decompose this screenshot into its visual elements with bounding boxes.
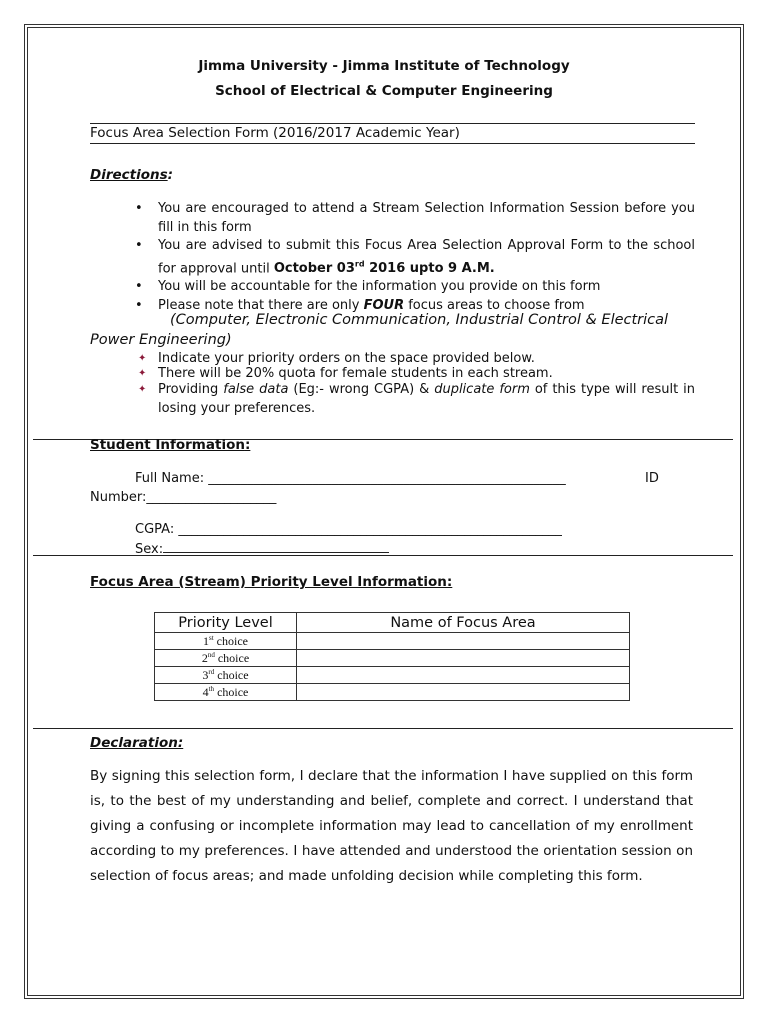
id-label: ID: [645, 471, 659, 486]
four-emphasis: FOUR: [363, 297, 405, 313]
table-header-row: [155, 613, 630, 633]
bullet-icon: •: [135, 201, 143, 216]
choice-label: 2nd choice: [155, 650, 297, 667]
col-priority-level: Priority Level: [155, 613, 297, 633]
directions-list: [135, 200, 695, 315]
notes-list: [135, 351, 695, 418]
arrow-bullet-icon: ✦: [138, 368, 147, 379]
deadline-text: October 03rd 2016 upto 9 A.M.: [273, 259, 495, 276]
sex-field[interactable]: Sex:: [135, 539, 389, 559]
list-item: ✦ Providing false data (Eg:- wrong CGPA) & duplicate form of this type will result in losing your preferences.: [138, 382, 695, 416]
full-name-field[interactable]: Full Name: _______________________________________________________: [135, 471, 566, 486]
bullet-icon: •: [135, 279, 143, 295]
priority-table: [154, 612, 630, 701]
bullet-icon: •: [135, 238, 143, 253]
focus-areas-line-2: Power Engineering): [90, 332, 232, 348]
focus-areas-line: (Computer, Electronic Communication, Industrial Control & Electrical: [170, 312, 669, 328]
form-title: Focus Area Selection Form (2016/2017 Academic Year): [90, 125, 460, 141]
declaration-heading: Declaration:: [90, 735, 184, 751]
declaration-text: By signing this selection form, I declare that the information I have supplied on this form is, to the best of my understanding and belief, complete and correct. I understand that giving a confusing or incomplete information may lead to cancellation of my enrollment according to my preferences. I have attended and understood the orientation session on selection of focus areas; and made unfolding decision while completing this form.: [90, 768, 693, 884]
choice-label: 4th choice: [155, 684, 297, 701]
list-item: ✦ Indicate your priority orders on the space provided below.: [138, 351, 535, 366]
id-number-field[interactable]: Number:____________________: [90, 490, 277, 505]
title-rule-top: [90, 123, 695, 124]
choice-label: 3rd choice: [155, 667, 297, 684]
table-row: [155, 633, 630, 650]
focus-area-cell[interactable]: [297, 650, 630, 667]
title-rule-bottom: [90, 143, 695, 144]
priority-heading: Focus Area (Stream) Priority Level Information:: [90, 574, 453, 590]
col-focus-area: Name of Focus Area: [297, 613, 630, 633]
list-item: • You will be accountable for the information you provide on this form: [135, 278, 695, 297]
university-title: Jimma University - Jimma Institute of Technology: [198, 58, 570, 74]
cgpa-field[interactable]: CGPA: ___________________________________________________________: [135, 522, 562, 537]
list-item: • You are encouraged to attend a Stream Selection Information Session before you fill in this form: [135, 201, 695, 235]
section-divider: [33, 555, 733, 556]
choice-label: 1st choice: [155, 633, 297, 650]
directions-heading: Directions:: [90, 167, 174, 183]
table-row: [155, 667, 630, 684]
school-title: School of Electrical & Computer Engineering: [215, 83, 553, 99]
sex-line[interactable]: [163, 539, 389, 553]
table-row: [155, 684, 630, 701]
list-item: ✦ There will be 20% quota for female students in each stream.: [138, 366, 553, 381]
table-row: [155, 650, 630, 667]
focus-area-cell[interactable]: [297, 684, 630, 701]
bullet-icon: •: [135, 297, 143, 313]
focus-area-cell[interactable]: [297, 667, 630, 684]
list-item: • Please note that there are only FOUR focus areas to choose from: [135, 297, 695, 316]
student-info-heading: Student Information:: [90, 437, 251, 453]
list-item: • You are advised to submit this Focus Area Selection Approval Form to the school for approval until October 03rd 2016 upto 9 A.M.: [135, 238, 695, 276]
arrow-bullet-icon: ✦: [138, 384, 147, 395]
arrow-bullet-icon: ✦: [138, 353, 147, 364]
focus-area-cell[interactable]: [297, 633, 630, 650]
section-divider: [33, 728, 733, 729]
